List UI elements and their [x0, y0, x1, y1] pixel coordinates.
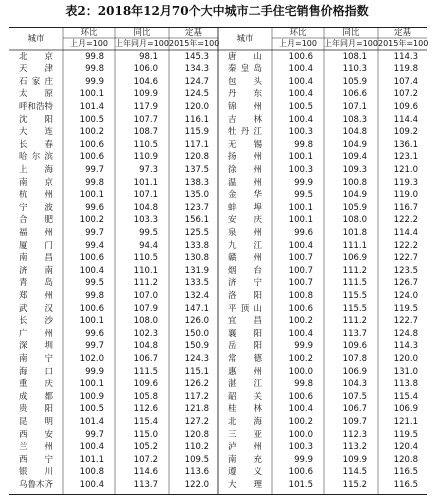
left-city-name: 广州	[19, 328, 53, 339]
right-yoy-value: 108.3	[342, 114, 367, 125]
right-mom-value: 100.6	[288, 51, 313, 62]
left-base-value: 123.7	[184, 202, 209, 213]
left-yoy-value: 107.7	[133, 114, 158, 125]
right-yoy-value: 109.9	[342, 454, 367, 465]
right-mom-value: 100.3	[288, 164, 313, 175]
left-base-value: 121.8	[184, 404, 209, 415]
header-mom-left: 环比	[80, 28, 98, 38]
right-mom-value: 99.8	[294, 139, 313, 150]
right-mom-value: 100.1	[288, 202, 313, 213]
left-base-value: 117.2	[184, 391, 209, 402]
left-mom-value: 100.4	[79, 479, 104, 490]
left-mom-value: 99.8	[85, 64, 104, 75]
right-yoy-value: 109.6	[342, 341, 367, 352]
right-base-value: 136.1	[393, 139, 418, 150]
right-base-value: 119.3	[393, 177, 418, 188]
header-mom-sub-right: 上月=100	[279, 39, 317, 48]
left-yoy-value: 104.6	[133, 76, 158, 87]
right-mom-value: 100.0	[288, 429, 313, 440]
left-city-name: 南京	[19, 177, 53, 188]
right-city-name: 大理	[228, 479, 262, 490]
right-mom-value: 100.6	[288, 303, 313, 314]
left-mom-value: 99.8	[85, 51, 104, 62]
right-base-value: 109.6	[393, 101, 418, 112]
right-yoy-value: 112.3	[342, 429, 367, 440]
right-mom-value: 100.8	[288, 290, 313, 301]
right-yoy-value: 111.1	[342, 240, 367, 251]
left-city-name: 兰州	[19, 442, 53, 453]
right-mom-value: 100.2	[288, 353, 313, 364]
right-base-value: 107.2	[393, 89, 418, 100]
left-base-value: 147.1	[184, 303, 209, 314]
left-yoy-value: 115.0	[133, 429, 158, 440]
header-yoy-sub-right: 上年同月=100	[324, 39, 378, 48]
right-mom-value: 99.9	[294, 454, 313, 465]
right-mom-value: 100.4	[288, 64, 313, 75]
left-mom-value: 102.0	[79, 353, 104, 364]
left-base-value: 138.3	[184, 177, 209, 188]
left-city-name: 石家庄	[19, 76, 53, 87]
left-yoy-value: 110.5	[133, 139, 158, 150]
right-yoy-value: 105.9	[342, 202, 367, 213]
header-mom-right: 环比	[289, 28, 307, 38]
left-city-name: 上海	[19, 164, 53, 175]
right-yoy-value: 104.9	[342, 139, 367, 150]
left-base-value: 132.4	[184, 290, 209, 301]
right-city-name: 洛阳	[228, 290, 262, 301]
right-city-name: 温州	[228, 177, 262, 188]
right-city-name: 唐山	[228, 51, 262, 62]
right-yoy-value: 115.5	[342, 290, 367, 301]
right-mom-value: 100.4	[288, 114, 313, 125]
left-city-name: 武汉	[19, 303, 53, 314]
right-city-name: 包头	[228, 76, 262, 87]
left-yoy-value: 104.8	[133, 341, 158, 352]
right-city-name: 常德	[228, 353, 262, 364]
left-mom-value: 100.1	[79, 89, 104, 100]
right-base-value: 124.8	[393, 328, 418, 339]
left-city-name: 福州	[19, 227, 53, 238]
right-base-value: 124.0	[393, 290, 418, 301]
left-base-value: 122.0	[184, 479, 209, 490]
left-yoy-value: 108.7	[133, 127, 158, 138]
left-city-name: 杭州	[19, 190, 53, 201]
left-mom-value: 99.9	[85, 76, 104, 87]
right-yoy-value: 106.9	[342, 253, 367, 264]
left-city-name: 西安	[19, 429, 53, 440]
right-base-value: 114.3	[393, 341, 418, 352]
right-mom-value: 101.5	[288, 479, 313, 490]
right-city-name: 秦皇岛	[228, 64, 262, 75]
right-yoy-value: 115.5	[342, 303, 367, 314]
left-city-name: 贵阳	[19, 404, 53, 415]
left-base-value: 113.6	[184, 467, 209, 478]
right-base-value: 123.1	[393, 152, 418, 163]
left-city-name: 南昌	[19, 253, 53, 264]
left-mom-value: 100.5	[79, 404, 104, 415]
right-base-value: 115.4	[393, 391, 418, 402]
left-base-value: 120.0	[184, 101, 209, 112]
right-yoy-value: 113.2	[342, 442, 367, 453]
left-yoy-value: 107.0	[133, 290, 158, 301]
left-base-value: 130.8	[184, 253, 209, 264]
right-base-value: 114.4	[393, 227, 418, 238]
header-base-left: 定基	[184, 28, 202, 38]
left-yoy-value: 114.6	[133, 467, 158, 478]
left-city-name: 成都	[19, 391, 53, 402]
left-mom-value: 100.6	[79, 139, 104, 150]
right-mom-value: 100.1	[288, 215, 313, 226]
right-yoy-value: 109.4	[342, 152, 367, 163]
header-city-right: 城市	[236, 34, 254, 44]
right-mom-value: 100.7	[288, 253, 313, 264]
left-city-name: 乌鲁木齐	[19, 479, 54, 490]
right-city-name: 北海	[228, 416, 262, 427]
left-yoy-value: 110.1	[133, 265, 158, 276]
right-mom-value: 99.9	[294, 341, 313, 352]
right-city-name: 遵义	[228, 467, 262, 478]
left-base-value: 150.0	[184, 328, 209, 339]
right-yoy-value: 113.7	[342, 328, 367, 339]
right-city-name: 岳阳	[228, 341, 262, 352]
left-base-value: 134.3	[184, 64, 209, 75]
left-mom-value: 99.7	[85, 341, 104, 352]
left-base-value: 115.9	[184, 127, 209, 138]
right-yoy-value: 109.3	[342, 164, 367, 175]
right-city-name: 烟台	[228, 265, 262, 276]
right-city-name: 安庆	[228, 215, 262, 226]
right-base-value: 113.8	[393, 379, 418, 390]
left-mom-value: 99.7	[85, 227, 104, 238]
left-city-name: 天津	[19, 64, 53, 75]
right-base-value: 122.7	[393, 316, 418, 327]
left-city-name: 沈阳	[19, 114, 53, 125]
left-city-name: 南宁	[19, 353, 53, 364]
left-city-name: 厦门	[19, 240, 53, 251]
right-mom-value: 99.5	[294, 190, 313, 201]
left-mom-value: 100.1	[79, 190, 104, 201]
left-mom-value: 100.6	[79, 152, 104, 163]
left-city-name: 大连	[19, 127, 53, 138]
left-yoy-value: 98.1	[139, 51, 158, 62]
right-base-value: 122.7	[393, 253, 418, 264]
right-city-name: 韶关	[228, 391, 262, 402]
left-base-value: 115.1	[184, 366, 209, 377]
left-mom-value: 101.1	[79, 454, 104, 465]
right-base-value: 119.8	[393, 64, 418, 75]
left-base-value: 109.5	[184, 454, 209, 465]
left-mom-value: 99.9	[85, 366, 104, 377]
left-base-value: 156.1	[184, 215, 209, 226]
left-mom-value: 101.4	[79, 416, 104, 427]
right-mom-value: 99.6	[294, 227, 313, 238]
left-yoy-value: 111.5	[133, 366, 158, 377]
left-yoy-value: 104.8	[133, 202, 158, 213]
right-city-name: 九江	[228, 240, 262, 251]
right-city-name: 赣州	[228, 253, 262, 264]
right-city-name: 无锡	[228, 139, 262, 150]
left-base-value: 133.8	[184, 240, 209, 251]
left-mom-value: 100.8	[79, 467, 104, 478]
left-yoy-value: 110.5	[133, 253, 158, 264]
right-mom-value: 100.6	[288, 467, 313, 478]
right-mom-value: 100.3	[288, 442, 313, 453]
left-city-name: 宁波	[19, 202, 53, 213]
right-yoy-value: 106.6	[342, 89, 367, 100]
left-yoy-value: 107.2	[133, 454, 158, 465]
left-base-value: 133.5	[184, 278, 209, 289]
right-yoy-value: 106.9	[342, 366, 367, 377]
right-city-name: 徐州	[228, 164, 262, 175]
right-mom-value: 100.4	[288, 76, 313, 87]
right-base-value: 116.5	[393, 479, 418, 490]
left-base-value: 110.2	[184, 442, 209, 453]
right-yoy-value: 108.0	[342, 215, 367, 226]
header-yoy-left: 同比	[133, 28, 151, 38]
left-base-value: 117.1	[184, 139, 209, 150]
right-yoy-value: 104.8	[342, 127, 367, 138]
left-mom-value: 100.2	[79, 127, 104, 138]
right-city-name: 惠州	[228, 366, 262, 377]
right-city-name: 扬州	[228, 152, 262, 163]
right-base-value: 114.3	[393, 51, 418, 62]
right-yoy-value: 106.7	[342, 404, 367, 415]
right-yoy-value: 104.3	[342, 379, 367, 390]
right-city-name: 锦州	[228, 101, 262, 112]
left-yoy-value: 103.3	[133, 215, 158, 226]
left-yoy-value: 101.1	[133, 177, 158, 188]
left-yoy-value: 112.6	[133, 404, 158, 415]
right-mom-value: 100.3	[288, 127, 313, 138]
header-yoy-right: 同比	[342, 28, 360, 38]
left-yoy-value: 109.9	[133, 89, 158, 100]
right-city-name: 襄阳	[228, 328, 262, 339]
right-mom-value: 100.4	[288, 328, 313, 339]
right-base-value: 120.8	[393, 454, 418, 465]
header-yoy-sub-left: 上年同月=100	[115, 39, 169, 48]
right-yoy-value: 114.5	[342, 467, 367, 478]
left-mom-value: 100.2	[79, 215, 104, 226]
left-mom-value: 99.4	[85, 240, 104, 251]
right-city-name: 宜昌	[228, 316, 262, 327]
right-mom-value: 100.4	[288, 240, 313, 251]
left-city-name: 长春	[19, 139, 53, 150]
right-yoy-value: 104.9	[342, 190, 367, 201]
left-yoy-value: 107.1	[133, 190, 158, 201]
right-base-value: 121.1	[393, 416, 418, 427]
right-yoy-value: 107.5	[342, 391, 367, 402]
right-city-name: 南充	[228, 454, 262, 465]
right-yoy-value: 115.2	[342, 479, 367, 490]
right-city-name: 泉州	[228, 227, 262, 238]
right-mom-value: 100.2	[288, 416, 313, 427]
right-city-name: 桂林	[228, 404, 262, 415]
right-city-name: 吉林	[228, 114, 262, 125]
right-base-value: 131.0	[393, 366, 418, 377]
left-base-value: 127.2	[184, 416, 209, 427]
header-base-sub-left: 2015年=100	[169, 39, 220, 48]
left-mom-value: 99.8	[85, 177, 104, 188]
right-mom-value: 100.6	[288, 391, 313, 402]
left-base-value: 126.0	[184, 316, 209, 327]
left-city-name: 济南	[19, 265, 53, 276]
right-yoy-value: 111.2	[342, 265, 367, 276]
right-city-name: 蚌埠	[228, 202, 262, 213]
left-city-name: 哈尔滨	[19, 152, 53, 163]
left-mom-value: 99.6	[85, 328, 104, 339]
right-base-value: 121.0	[393, 164, 418, 175]
right-city-name: 湛江	[228, 379, 262, 390]
left-mom-value: 100.6	[79, 303, 104, 314]
right-yoy-value: 107.8	[342, 353, 367, 364]
right-yoy-value: 101.8	[342, 227, 367, 238]
right-city-name: 平顶山	[228, 303, 262, 314]
left-mom-value: 99.8	[85, 290, 104, 301]
left-yoy-value: 99.5	[139, 227, 158, 238]
right-base-value: 126.7	[393, 278, 418, 289]
left-mom-value: 100.1	[79, 379, 104, 390]
left-mom-value: 99.5	[85, 278, 104, 289]
right-base-value: 119.5	[393, 303, 418, 314]
left-base-value: 124.3	[184, 353, 209, 364]
left-yoy-value: 115.4	[133, 416, 158, 427]
left-base-value: 131.9	[184, 265, 209, 276]
right-city-name: 三亚	[228, 429, 262, 440]
left-mom-value: 99.6	[85, 202, 104, 213]
left-yoy-value: 107.9	[133, 303, 158, 314]
left-yoy-value: 108.0	[133, 316, 158, 327]
left-mom-value: 101.4	[79, 101, 104, 112]
header-base-right: 定基	[393, 28, 411, 38]
right-mom-value: 100.1	[288, 152, 313, 163]
left-yoy-value: 105.8	[133, 391, 158, 402]
header-city-left: 城市	[27, 34, 45, 44]
left-city-name: 银川	[19, 467, 53, 478]
left-base-value: 124.7	[184, 76, 209, 87]
right-city-name: 丹东	[228, 89, 262, 100]
left-base-value: 125.5	[184, 227, 209, 238]
left-base-value: 126.2	[184, 379, 209, 390]
right-mom-value: 100.7	[288, 265, 313, 276]
left-mom-value: 99.7	[85, 164, 104, 175]
price-index-table	[9, 27, 427, 495]
right-yoy-value: 100.8	[342, 177, 367, 188]
right-yoy-value: 105.9	[342, 76, 367, 87]
right-city-name: 金华	[228, 190, 262, 201]
left-city-name: 长沙	[19, 316, 53, 327]
left-base-value: 137.5	[184, 164, 209, 175]
left-mom-value: 100.1	[79, 316, 104, 327]
left-city-name: 海口	[19, 366, 53, 377]
right-base-value: 114.4	[393, 114, 418, 125]
left-mom-value: 100.4	[79, 265, 104, 276]
right-mom-value: 100.4	[288, 404, 313, 415]
header-mom-sub-left: 上月=100	[70, 39, 108, 48]
right-mom-value: 100.7	[288, 278, 313, 289]
left-city-name: 深圳	[19, 341, 53, 352]
right-mom-value: 99.8	[294, 379, 313, 390]
left-yoy-value: 106.0	[133, 64, 158, 75]
right-base-value: 120.4	[393, 442, 418, 453]
right-mom-value: 100.2	[288, 316, 313, 327]
header-base-sub-right: 2015年=100	[378, 39, 429, 48]
left-yoy-value: 105.2	[133, 442, 158, 453]
left-yoy-value: 109.6	[133, 379, 158, 390]
left-base-value: 135.0	[184, 190, 209, 201]
left-yoy-value: 102.3	[133, 328, 158, 339]
left-yoy-value: 111.2	[133, 278, 158, 289]
right-base-value: 120.0	[393, 353, 418, 364]
right-yoy-value: 108.1	[342, 51, 367, 62]
left-yoy-value: 110.9	[133, 152, 158, 163]
left-city-name: 西宁	[19, 454, 53, 465]
right-yoy-value: 107.1	[342, 101, 367, 112]
left-yoy-value: 106.7	[133, 353, 158, 364]
right-base-value: 122.2	[393, 215, 418, 226]
right-yoy-value: 109.7	[342, 416, 367, 427]
right-base-value: 107.4	[393, 76, 418, 87]
right-base-value: 119.5	[393, 429, 418, 440]
left-mom-value: 100.9	[79, 391, 104, 402]
left-yoy-value: 113.7	[133, 479, 158, 490]
right-mom-value: 100.5	[288, 101, 313, 112]
right-mom-value: 99.9	[294, 177, 313, 188]
left-city-name: 太原	[19, 89, 53, 100]
left-mom-value: 100.6	[79, 253, 104, 264]
right-mom-value: 100.4	[288, 89, 313, 100]
left-yoy-value: 117.9	[133, 101, 158, 112]
right-base-value: 123.5	[393, 265, 418, 276]
right-base-value: 119.0	[393, 190, 418, 201]
left-city-name: 郑州	[19, 290, 53, 301]
left-base-value: 120.8	[184, 429, 209, 440]
left-yoy-value: 97.3	[139, 164, 158, 175]
left-base-value: 150.9	[184, 341, 209, 352]
left-city-name: 昆明	[19, 416, 53, 427]
left-mom-value: 100.4	[79, 442, 104, 453]
left-mom-value: 100.5	[79, 114, 104, 125]
left-city-name: 北京	[19, 51, 53, 62]
right-city-name: 牡丹江	[228, 127, 262, 138]
left-base-value: 145.3	[184, 51, 209, 62]
right-base-value: 109.2	[393, 127, 418, 138]
right-city-name: 济宁	[228, 278, 262, 289]
left-base-value: 120.8	[184, 152, 209, 163]
left-city-name: 合肥	[19, 215, 53, 226]
left-city-name: 重庆	[19, 379, 53, 390]
left-yoy-value: 94.4	[139, 240, 158, 251]
right-yoy-value: 110.3	[342, 64, 367, 75]
right-base-value: 116.7	[393, 202, 418, 213]
right-yoy-value: 111.2	[342, 316, 367, 327]
left-base-value: 124.5	[184, 89, 209, 100]
left-mom-value: 99.7	[85, 429, 104, 440]
left-base-value: 116.1	[184, 114, 209, 125]
right-mom-value: 100.0	[288, 366, 313, 377]
right-yoy-value: 111.5	[342, 278, 367, 289]
right-base-value: 106.9	[393, 404, 418, 415]
right-base-value: 116.5	[393, 467, 418, 478]
left-city-name: 青岛	[19, 278, 53, 289]
table-title: 表2：2018年12月70个大中城市二手住宅销售价格指数	[65, 4, 369, 18]
right-city-name: 泸州	[228, 442, 262, 453]
left-city-name: 呼和浩特	[19, 101, 54, 112]
right-base-value: 122.2	[393, 240, 418, 251]
